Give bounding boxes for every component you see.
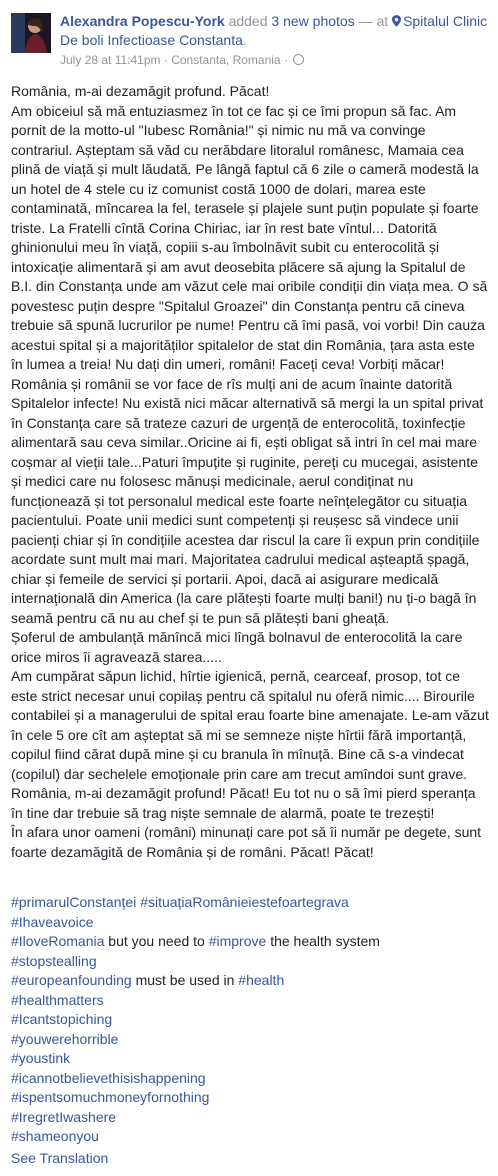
hashtag-text: but you need to	[108, 933, 205, 949]
hashtag-link[interactable]: #ispentsomuchmoneyfornothing	[11, 1089, 210, 1105]
author-name[interactable]: Alexandra Popescu-York	[60, 13, 225, 29]
post-text	[11, 82, 490, 862]
hashtag-line	[11, 1030, 490, 1050]
hashtag-link[interactable]: #shameonyou	[11, 1128, 99, 1144]
post-paragraph: Am obiceiul să mă entuziasmez în tot ce fac și ce îmi propun să fac. Am pornit de la motto-ul "Iubesc România!" și nimic nu mă va convinge contrariul. Așteptam să văd cu nerăbdare litoralul românesc, Mamaia cea plină de viață și mult lăudată. Pe lângă faptul că 6 zile o cameră modestă la un hotel de 4 stele cu iz comunist costă 1000 de dolari, marea este contaminată, mîncarea la fel, terasele și plajele sunt puțin populate și foarte triste. La Fratelli cîntă Corina Chiriac, iar în rest bate vîntul... Datorită ghinionului meu în viață, copiii s-au îmbolnăvit subit cu enterocolită și intoxicație alimentară și am avut deosebita plăcere să ajung la Spitalul de B.I. din Constanța unde am văzut cele mai oribile condiții din viața mea. O să povestesc puțin despre "Spitalul Groazei" din Constanța pentru că cineva trebuie să spună lucrurilor pe nume! Pentru că îmi pasă, voi vorbi! Din cauza acestui spital și a majorităților spitalelor de stat din România, țara asta este în lumea a treia! Nu dați din umeri, români! Faceți ceva! Vorbiți măcar! România și românii se vor face de rîs mulți ani de acum înainte datorită Spitalelor infecte! Nu există nici măcar alternativă să mergi la un spital privat în Constanța care să trateze cazuri de urgență de enterocolită, toxinfecție alimentară sau ceva similar..Oricine ai fi, ești obligat să intri în cel mai mare coșmar al vieții tale...Paturi împuțite și ruginite, pereți cu mucegai, asistente și medici care nu folosesc mănuși medicinale, aerul condiținat nu funcționează și tot personalul medical este foarte neînțelegător cu situația pacientului. Poate unii medici sunt competenți și reușesc să vindece unii pacienți chiar și în condițiile acestea dar riscul la care îi expun prin condițiile acordate sunt mult mai mari. Majoritatea cadrului medical așteaptă șpagă, chiar și femeile de servici și portarii. Apoi, dacă ai asigurare medicală internațională din America (la care plătești foarte mulți bani!) nu ți-o bagă în seamă pentru că nu au chef și te pun să plătești bani gheață.	[11, 102, 488, 626]
hashtag-link[interactable]: #europeanfounding	[11, 972, 132, 988]
at-text: — at	[358, 13, 389, 29]
hashtag-text: must be used in	[135, 972, 235, 988]
post-paragraph: România, m-ai dezamăgit profund. Păcat!	[11, 83, 270, 99]
hashtag-line	[11, 1049, 490, 1069]
photos-link[interactable]: 3 new photos	[271, 13, 355, 29]
hashtag-link[interactable]: #healthmatters	[11, 991, 104, 1008]
post-paragraph: Șoferul de ambulanță mănîncă mici lîngă bolnavul de enterocolită la care orice miros îi agravează starea.....	[11, 629, 463, 665]
hashtag-line	[11, 1088, 490, 1108]
hashtag-line	[11, 952, 490, 972]
hashtag-link[interactable]: #IloveRomania	[11, 933, 105, 949]
hashtag-link[interactable]: #improve	[208, 933, 267, 949]
post-meta	[60, 53, 304, 68]
post-paragraph: Am cumpărat săpun lichid, hîrtie igienică, pernă, cearceaf, prosop, tot ce este strict necesar unui copilaș pentru că spitalul nu oferă nimic.... Birourile contabilei și a managerului de spital erau foarte bine amenajate. Le-am văzut în cele 5 ore cît am așteptat să mi se semneze niște hîrtii fără importanță, copilul fiind cărat după mine și cu branula în mînuță. Bine că s-a vindecat (copilul) dar sechelele emoționale prin care am trecut amîndoi sunt grave.	[11, 668, 489, 782]
meta-separator: ·	[163, 53, 168, 67]
post-paragraph: România, m-ai dezamăgit profund! Păcat! Eu tot nu o să îmi pierd speranța în tine dar trebuie să trag niște semnale de alarmă, poate te trezești!	[11, 785, 476, 821]
hashtag-line	[11, 913, 490, 933]
location-pin-icon	[392, 15, 401, 27]
post-timestamp[interactable]: July 28 at 11:41pm	[60, 53, 161, 67]
post-header	[60, 12, 490, 50]
hashtag-link[interactable]: #youstink	[11, 1050, 71, 1066]
avatar-photo-icon	[11, 13, 51, 53]
hashtag-line	[11, 1108, 490, 1128]
hashtag-link[interactable]: #youwerehorrible	[11, 1030, 119, 1047]
hashtag-line	[11, 1069, 490, 1089]
hashtag-line	[11, 971, 490, 991]
hashtag-link[interactable]: #Ihaveavoice	[11, 913, 94, 930]
meta-separator: ·	[283, 53, 288, 67]
hashtag-line	[11, 932, 490, 952]
hashtag-link[interactable]: #stopstealling	[11, 952, 97, 969]
hashtag-line	[11, 991, 490, 1011]
post-location[interactable]: Constanta, Romania	[171, 53, 281, 67]
hashtag-link[interactable]: #IregretIwashere	[11, 1108, 117, 1125]
hashtag-list	[11, 893, 490, 1147]
hashtag-link[interactable]: #situațiaRomânieiestefoartegrava	[140, 894, 349, 910]
hashtag-line	[11, 893, 490, 913]
hashtag-link[interactable]: #health	[238, 972, 285, 988]
action-text: added	[228, 13, 268, 29]
hashtag-link[interactable]: #Icantstopiching	[11, 1011, 113, 1027]
header-period: .	[242, 32, 247, 48]
hashtag-text: the health system	[270, 933, 380, 949]
hashtag-link[interactable]: #icannotbelievethisishappening	[11, 1069, 206, 1086]
hashtag-line	[11, 1010, 490, 1030]
avatar[interactable]	[11, 13, 51, 53]
hashtag-link[interactable]: #primarulConstanței	[11, 894, 137, 910]
hashtag-line	[11, 1127, 490, 1147]
globe-icon[interactable]	[293, 54, 304, 65]
post-paragraph: În afara unor oameni (români) minunați care pot să îi număr pe degete, sunt foarte dezamăgită de România și de români. Păcat! Păcat!	[11, 824, 482, 860]
place-name: Spitalul Clinic De boli Infectioase Constanta	[60, 13, 488, 48]
see-translation-link[interactable]: See Translation	[11, 1150, 109, 1166]
